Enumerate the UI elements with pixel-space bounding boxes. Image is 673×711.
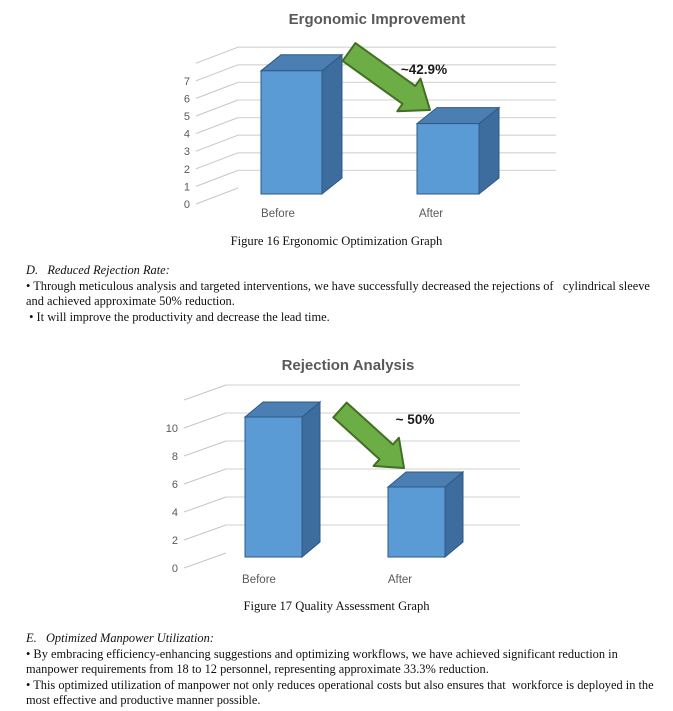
y-tick-label: 0: [171, 563, 178, 575]
bar-before-side: [322, 55, 342, 194]
y-tick-label: 2: [183, 163, 190, 176]
section-d-bullet-1: • Through meticulous analysis and targeted interventions, we have successfully decreased the rejections of cylindrical sleeve and achieved approximate 50% reduction.: [26, 278, 654, 308]
depth-gridline: [184, 525, 226, 540]
bar-before: [245, 417, 302, 557]
depth-gridline: [196, 170, 238, 186]
y-tick-label: 0: [183, 199, 190, 211]
y-tick-label: 6: [171, 479, 178, 491]
depth-gridline: [196, 188, 238, 204]
chart-rejection-analysis: [0, 348, 673, 594]
depth-gridline: [184, 385, 226, 400]
section-e-heading: E. Optimized Manpower Utilization:: [26, 631, 214, 645]
depth-gridline: [184, 497, 226, 512]
x-category-label: Before: [261, 208, 295, 220]
y-tick-label: 7: [183, 75, 190, 88]
depth-gridline: [196, 153, 238, 169]
chart-title: Ergonomic Improvement: [288, 11, 466, 28]
section-e-bullet-1: • By embracing efficiency-enhancing suggestions and optimizing workflows, we have achieved significant reduction in manpower requirements from 18 to 12 personnel, representing approximate 33.3% reduction.: [26, 646, 628, 676]
x-category-label: After: [418, 208, 444, 220]
reduction-annotation: ~ 50%: [395, 412, 435, 427]
y-tick-label: 6: [183, 93, 190, 106]
y-tick-label: 8: [171, 451, 178, 463]
chart-ergonomic-improvement: [0, 0, 673, 232]
x-category-label: Before: [242, 574, 276, 586]
section-e-bullet-2: • This optimized utilization of manpower not only reduces operational costs but also ensures that workforce is deployed in the most effective and productive manner possible.: [26, 677, 657, 707]
bar-before-side: [302, 402, 320, 557]
depth-gridline: [184, 469, 226, 484]
depth-gridline: [196, 135, 238, 151]
figure17-caption: Figure 17 Quality Assessment Graph: [243, 599, 430, 613]
y-tick-label: 1: [183, 181, 190, 194]
reduction-arrow-icon: [343, 43, 430, 111]
bar-after: [388, 487, 445, 557]
section-d: [26, 263, 662, 325]
x-category-label: After: [387, 574, 413, 586]
bar-after: [417, 124, 479, 194]
chart-title: Rejection Analysis: [281, 357, 415, 374]
y-tick-label: 3: [183, 146, 190, 159]
section-d-heading: D. Reduced Rejection Rate:: [26, 263, 170, 277]
y-tick-label: 10: [165, 423, 178, 435]
y-tick-label: 2: [171, 535, 178, 547]
depth-gridline: [184, 553, 226, 568]
section-d-bullet-2: • It will improve the productivity and decrease the lead time.: [26, 309, 330, 324]
depth-gridline: [196, 100, 238, 116]
figure16-caption: Figure 16 Ergonomic Optimization Graph: [230, 234, 443, 248]
bar-before: [261, 71, 322, 194]
depth-gridline: [184, 441, 226, 456]
y-tick-label: 4: [183, 128, 190, 141]
depth-gridline: [196, 82, 238, 98]
y-tick-label: 5: [183, 111, 190, 123]
depth-gridline: [196, 118, 238, 134]
y-tick-label: 4: [171, 507, 178, 519]
depth-gridline: [184, 413, 226, 428]
reduction-annotation: ~42.9%: [400, 62, 448, 77]
section-e: [26, 631, 662, 709]
depth-gridline: [196, 65, 238, 81]
depth-gridline: [196, 47, 238, 63]
